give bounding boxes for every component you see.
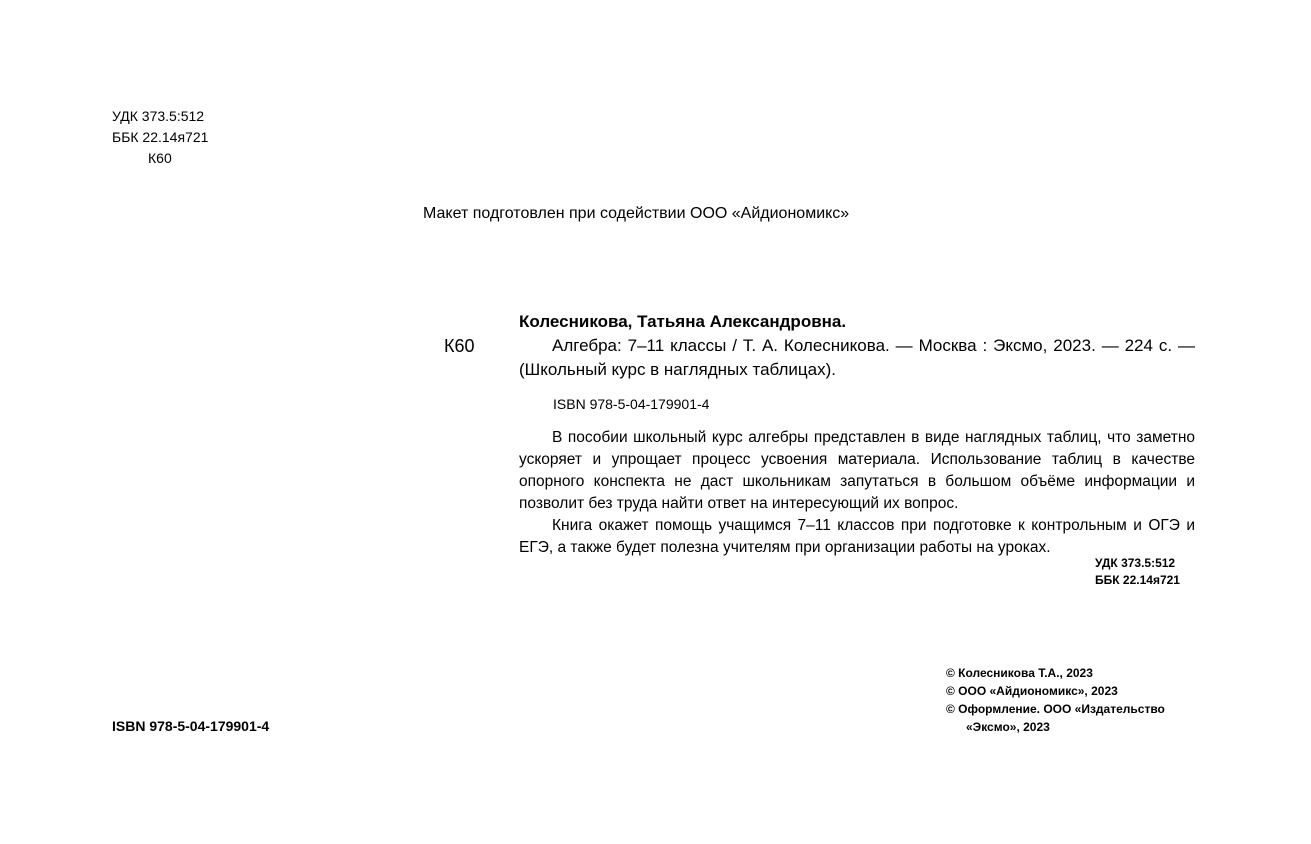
udk-code: УДК 373.5:512 [112,108,205,124]
copyright-line: © Колесникова Т.А., 2023 [946,666,1093,680]
bbk-code: ББК 22.14я721 [112,129,209,145]
copyright-block [946,664,1165,736]
author-heading: Колесникова, Татьяна Александровна. [519,312,847,331]
copyright-line: © Оформление. ООО «Издательство [946,702,1165,716]
maket-note: Макет подготовлен при содействии ООО «Айдиономикс» [423,205,850,222]
catalog-bbk: ББК 22.14я721 [1095,573,1180,587]
catalog-classification [1095,555,1180,589]
author-mark: К60 [148,150,172,166]
copyright-line: © ООО «Айдиономикс», 2023 [946,684,1118,698]
title-line: Алгебра: 7–11 классы / Т. А. Колесникова. — Москва : Эксмо, 2023. — 224 с. — (Школьный курс в наглядных таблицах). [519,336,1195,379]
annotation [519,427,1195,559]
annotation-paragraph: Книга окажет помощь учащимся 7–11 классов при подготовке к контрольным и ОГЭ и ЕГЭ, а также будет полезна учителям при организации работы на уроках. [519,517,1195,556]
side-author-mark: К60 [444,336,475,356]
catalog-isbn: ISBN 978-5-04-179901-4 [553,396,710,412]
copyright-line: «Эксмо», 2023 [966,720,1050,734]
isbn-bottom: ISBN 978-5-04-179901-4 [112,718,270,734]
imprint-block [112,106,208,169]
bibliographic-record [519,334,1195,382]
annotation-paragraph: В пособии школьный курс алгебры представлен в виде наглядных таблиц, что заметно ускоряет и упрощает процесс усвоения материала. Использование таблиц в качестве опорного конспекта не даст школьникам запутаться в большом объёме информации и позволит без труда найти ответ на интересующий их вопрос. [519,429,1195,512]
catalog-udk: УДК 373.5:512 [1095,556,1176,570]
